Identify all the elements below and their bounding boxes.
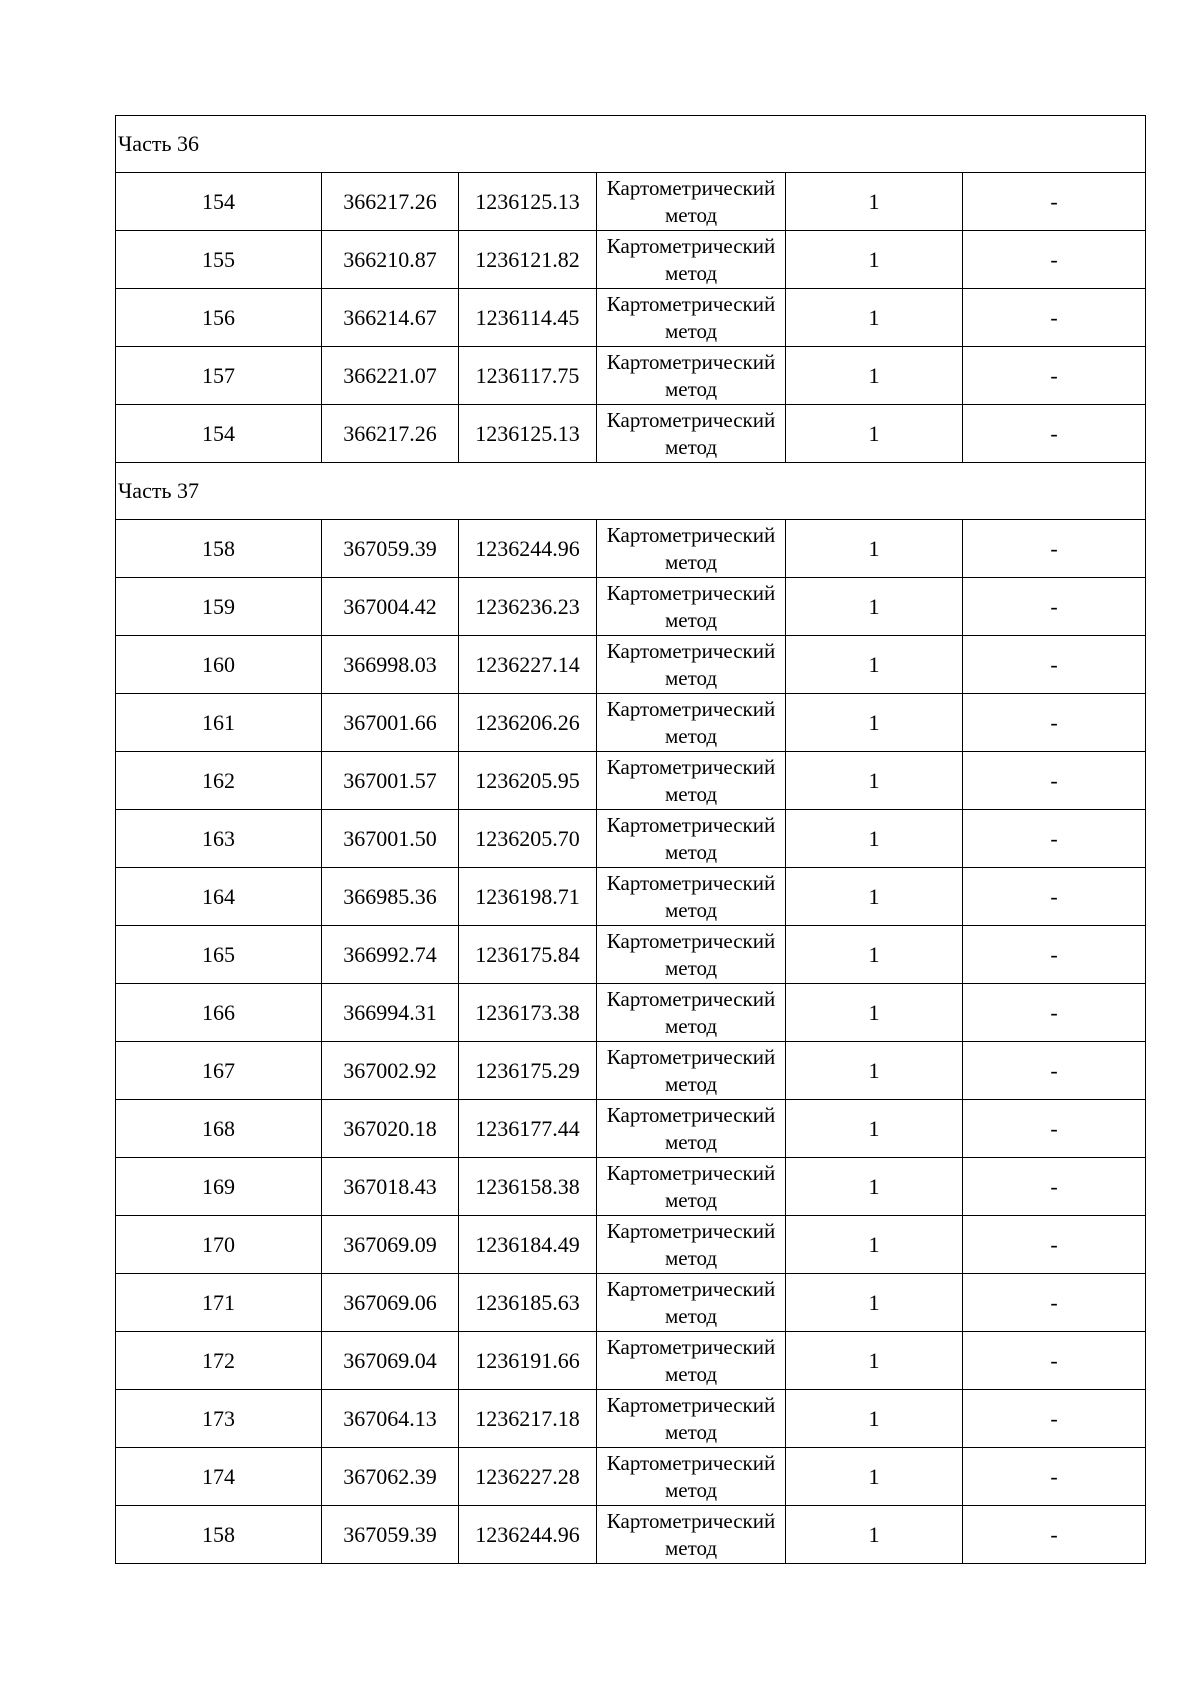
note-cell: - [963, 926, 1146, 984]
x-coordinate-cell: 367069.06 [322, 1274, 459, 1332]
x-coordinate-cell: 367004.42 [322, 578, 459, 636]
method-cell: Картометрический метод [597, 405, 786, 463]
point-number-cell: 164 [116, 868, 322, 926]
y-coordinate-cell: 1236173.38 [459, 984, 597, 1042]
note-cell: - [963, 1332, 1146, 1390]
precision-cell: 1 [786, 1506, 963, 1564]
coordinates-table [115, 115, 1146, 1564]
y-coordinate-cell: 1236206.26 [459, 694, 597, 752]
x-coordinate-cell: 366221.07 [322, 347, 459, 405]
x-coordinate-cell: 367018.43 [322, 1158, 459, 1216]
note-cell: - [963, 752, 1146, 810]
y-coordinate-cell: 1236227.28 [459, 1448, 597, 1506]
y-coordinate-cell: 1236117.75 [459, 347, 597, 405]
x-coordinate-cell: 366217.26 [322, 405, 459, 463]
precision-cell: 1 [786, 405, 963, 463]
precision-cell: 1 [786, 1274, 963, 1332]
table-row [116, 520, 1146, 578]
note-cell: - [963, 347, 1146, 405]
note-cell: - [963, 1158, 1146, 1216]
precision-cell: 1 [786, 520, 963, 578]
method-cell: Картометрический метод [597, 1158, 786, 1216]
y-coordinate-cell: 1236244.96 [459, 1506, 597, 1564]
table-row [116, 347, 1146, 405]
precision-cell: 1 [786, 578, 963, 636]
method-cell: Картометрический метод [597, 926, 786, 984]
y-coordinate-cell: 1236125.13 [459, 173, 597, 231]
precision-cell: 1 [786, 289, 963, 347]
x-coordinate-cell: 367069.09 [322, 1216, 459, 1274]
y-coordinate-cell: 1236125.13 [459, 405, 597, 463]
x-coordinate-cell: 367001.66 [322, 694, 459, 752]
table-row [116, 810, 1146, 868]
table-row [116, 1274, 1146, 1332]
point-number-cell: 167 [116, 1042, 322, 1100]
section-title: Часть 36 [116, 116, 1146, 173]
x-coordinate-cell: 367002.92 [322, 1042, 459, 1100]
method-cell: Картометрический метод [597, 984, 786, 1042]
x-coordinate-cell: 366985.36 [322, 868, 459, 926]
point-number-cell: 158 [116, 1506, 322, 1564]
method-cell: Картометрический метод [597, 1448, 786, 1506]
method-cell: Картометрический метод [597, 694, 786, 752]
y-coordinate-cell: 1236175.29 [459, 1042, 597, 1100]
table-row [116, 1216, 1146, 1274]
note-cell: - [963, 231, 1146, 289]
point-number-cell: 166 [116, 984, 322, 1042]
y-coordinate-cell: 1236236.23 [459, 578, 597, 636]
y-coordinate-cell: 1236121.82 [459, 231, 597, 289]
y-coordinate-cell: 1236175.84 [459, 926, 597, 984]
table-row [116, 1448, 1146, 1506]
point-number-cell: 172 [116, 1332, 322, 1390]
x-coordinate-cell: 367001.57 [322, 752, 459, 810]
y-coordinate-cell: 1236205.70 [459, 810, 597, 868]
table-row [116, 926, 1146, 984]
point-number-cell: 173 [116, 1390, 322, 1448]
y-coordinate-cell: 1236227.14 [459, 636, 597, 694]
x-coordinate-cell: 367001.50 [322, 810, 459, 868]
x-coordinate-cell: 366214.67 [322, 289, 459, 347]
point-number-cell: 168 [116, 1100, 322, 1158]
precision-cell: 1 [786, 1158, 963, 1216]
note-cell: - [963, 173, 1146, 231]
y-coordinate-cell: 1236198.71 [459, 868, 597, 926]
precision-cell: 1 [786, 984, 963, 1042]
precision-cell: 1 [786, 1332, 963, 1390]
point-number-cell: 170 [116, 1216, 322, 1274]
note-cell: - [963, 694, 1146, 752]
y-coordinate-cell: 1236185.63 [459, 1274, 597, 1332]
precision-cell: 1 [786, 173, 963, 231]
y-coordinate-cell: 1236177.44 [459, 1100, 597, 1158]
y-coordinate-cell: 1236217.18 [459, 1390, 597, 1448]
table-row [116, 1100, 1146, 1158]
precision-cell: 1 [786, 868, 963, 926]
method-cell: Картометрический метод [597, 173, 786, 231]
method-cell: Картометрический метод [597, 752, 786, 810]
note-cell: - [963, 1216, 1146, 1274]
coordinates-table-body [116, 116, 1146, 1564]
precision-cell: 1 [786, 1100, 963, 1158]
note-cell: - [963, 1100, 1146, 1158]
note-cell: - [963, 1506, 1146, 1564]
table-row [116, 1390, 1146, 1448]
section-title: Часть 37 [116, 463, 1146, 520]
table-row [116, 231, 1146, 289]
x-coordinate-cell: 367059.39 [322, 520, 459, 578]
precision-cell: 1 [786, 1448, 963, 1506]
point-number-cell: 155 [116, 231, 322, 289]
note-cell: - [963, 810, 1146, 868]
precision-cell: 1 [786, 1216, 963, 1274]
x-coordinate-cell: 366217.26 [322, 173, 459, 231]
note-cell: - [963, 636, 1146, 694]
x-coordinate-cell: 367064.13 [322, 1390, 459, 1448]
method-cell: Картометрический метод [597, 1100, 786, 1158]
method-cell: Картометрический метод [597, 1274, 786, 1332]
precision-cell: 1 [786, 810, 963, 868]
precision-cell: 1 [786, 1390, 963, 1448]
point-number-cell: 169 [116, 1158, 322, 1216]
point-number-cell: 162 [116, 752, 322, 810]
table-row [116, 1042, 1146, 1100]
method-cell: Картометрический метод [597, 1216, 786, 1274]
x-coordinate-cell: 367020.18 [322, 1100, 459, 1158]
point-number-cell: 171 [116, 1274, 322, 1332]
x-coordinate-cell: 366998.03 [322, 636, 459, 694]
precision-cell: 1 [786, 694, 963, 752]
note-cell: - [963, 984, 1146, 1042]
y-coordinate-cell: 1236191.66 [459, 1332, 597, 1390]
method-cell: Картометрический метод [597, 868, 786, 926]
y-coordinate-cell: 1236244.96 [459, 520, 597, 578]
note-cell: - [963, 578, 1146, 636]
x-coordinate-cell: 367069.04 [322, 1332, 459, 1390]
x-coordinate-cell: 367059.39 [322, 1506, 459, 1564]
table-row [116, 578, 1146, 636]
precision-cell: 1 [786, 926, 963, 984]
note-cell: - [963, 289, 1146, 347]
table-row [116, 984, 1146, 1042]
method-cell: Картометрический метод [597, 347, 786, 405]
method-cell: Картометрический метод [597, 289, 786, 347]
method-cell: Картометрический метод [597, 636, 786, 694]
section-header-row [116, 463, 1146, 520]
precision-cell: 1 [786, 1042, 963, 1100]
point-number-cell: 174 [116, 1448, 322, 1506]
y-coordinate-cell: 1236158.38 [459, 1158, 597, 1216]
note-cell: - [963, 868, 1146, 926]
table-row [116, 1506, 1146, 1564]
table-row [116, 405, 1146, 463]
note-cell: - [963, 1042, 1146, 1100]
precision-cell: 1 [786, 347, 963, 405]
point-number-cell: 158 [116, 520, 322, 578]
method-cell: Картометрический метод [597, 1390, 786, 1448]
table-row [116, 289, 1146, 347]
table-row [116, 173, 1146, 231]
table-row [116, 752, 1146, 810]
x-coordinate-cell: 366210.87 [322, 231, 459, 289]
point-number-cell: 154 [116, 173, 322, 231]
method-cell: Картометрический метод [597, 231, 786, 289]
x-coordinate-cell: 366994.31 [322, 984, 459, 1042]
note-cell: - [963, 405, 1146, 463]
table-row [116, 1332, 1146, 1390]
note-cell: - [963, 1274, 1146, 1332]
point-number-cell: 156 [116, 289, 322, 347]
table-row [116, 636, 1146, 694]
method-cell: Картометрический метод [597, 810, 786, 868]
method-cell: Картометрический метод [597, 1506, 786, 1564]
point-number-cell: 159 [116, 578, 322, 636]
precision-cell: 1 [786, 231, 963, 289]
method-cell: Картометрический метод [597, 1332, 786, 1390]
table-row [116, 694, 1146, 752]
point-number-cell: 154 [116, 405, 322, 463]
point-number-cell: 160 [116, 636, 322, 694]
y-coordinate-cell: 1236184.49 [459, 1216, 597, 1274]
point-number-cell: 161 [116, 694, 322, 752]
method-cell: Картометрический метод [597, 578, 786, 636]
method-cell: Картометрический метод [597, 1042, 786, 1100]
table-row [116, 1158, 1146, 1216]
method-cell: Картометрический метод [597, 520, 786, 578]
point-number-cell: 163 [116, 810, 322, 868]
note-cell: - [963, 1448, 1146, 1506]
section-header-row [116, 116, 1146, 173]
point-number-cell: 157 [116, 347, 322, 405]
precision-cell: 1 [786, 636, 963, 694]
y-coordinate-cell: 1236205.95 [459, 752, 597, 810]
note-cell: - [963, 520, 1146, 578]
table-row [116, 868, 1146, 926]
precision-cell: 1 [786, 752, 963, 810]
y-coordinate-cell: 1236114.45 [459, 289, 597, 347]
note-cell: - [963, 1390, 1146, 1448]
point-number-cell: 165 [116, 926, 322, 984]
x-coordinate-cell: 366992.74 [322, 926, 459, 984]
x-coordinate-cell: 367062.39 [322, 1448, 459, 1506]
